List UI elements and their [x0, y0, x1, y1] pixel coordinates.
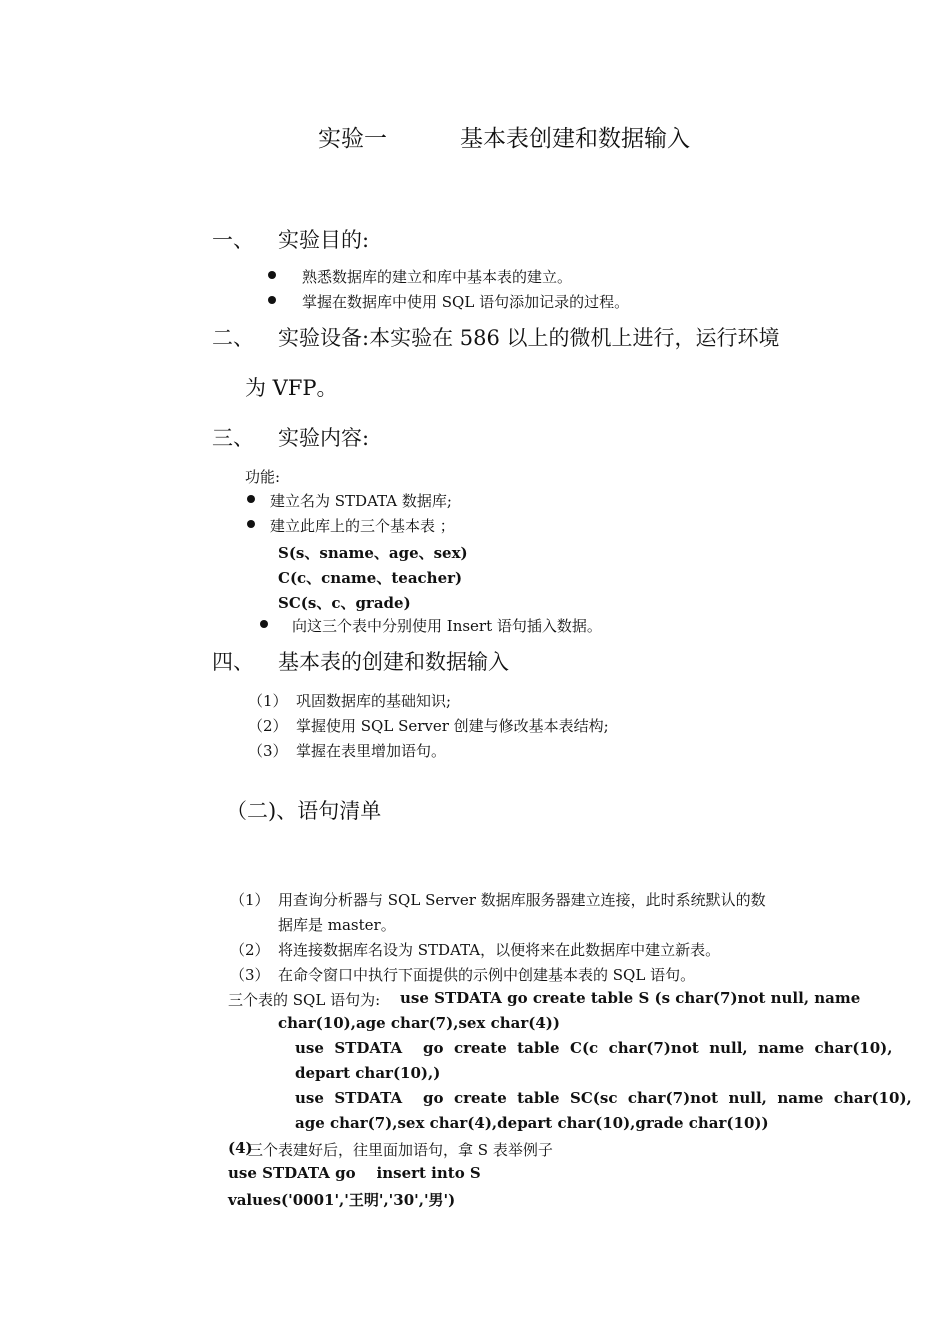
section3-bullet-3: 向这三个表中分别使用 Insert 语句插入数据。 [292, 617, 602, 635]
section1-heading: 实验目的: [278, 228, 370, 252]
step-text: 用查询分析器与 SQL Server 数据库服务器建立连接，此时系统默认的数 [278, 891, 766, 909]
section1-bullet-1: 熟悉数据库的建立和库中基本表的建立。 [302, 268, 573, 286]
sql-code-line: depart char(10),) [295, 1064, 441, 1082]
step-text-cont: 据库是 master。 [278, 916, 396, 934]
section4-item-text: 掌握在表里增加语句。 [296, 742, 447, 760]
doc-title-part1: 实验一 [318, 126, 387, 152]
section4-item-num: （1） [248, 692, 288, 710]
section3-heading: 实验内容: [278, 426, 370, 450]
step-num: （3） [230, 966, 270, 984]
section4-heading: 基本表的创建和数据输入 [278, 650, 509, 674]
table-def-sc: SC(s、c、grade) [278, 594, 411, 612]
section2-line1: 实验设备:本实验在 586 以上的微机上进行，运行环境 [278, 326, 780, 350]
sql-code-line: char(10),age char(7),sex char(4)) [278, 1014, 560, 1032]
sql-code-line: age char(7),sex char(4),depart char(10),grade char(10)) [295, 1114, 769, 1132]
table-def-c: C(c、cname、teacher) [278, 569, 463, 587]
sql-code-line: use STDATA go create table C(c char(7)not null, name char(10), [295, 1039, 893, 1057]
bullet-icon [268, 296, 276, 304]
step-num: （2） [230, 941, 270, 959]
section3-bullet-2: 建立此库上的三个基本表 ； [270, 517, 455, 535]
step-text: 将连接数据库名设为 STDATA，以便将来在此数据库中建立新表。 [278, 941, 721, 959]
section2-number: 二、 [212, 326, 254, 350]
section3-number: 三、 [212, 426, 254, 450]
section4-number: 四、 [212, 650, 254, 674]
step4-text: 三个表建好后，往里面加语句，拿 S 表举例子 [248, 1141, 553, 1159]
sql-code-line: use STDATA go create table SC(sc char(7)not null, name char(10), [295, 1089, 912, 1107]
section4-item-text: 巩固数据库的基础知识; [296, 692, 452, 710]
bullet-icon [247, 495, 255, 503]
bullet-icon [260, 620, 268, 628]
sql-intro-prefix: 三个表的 SQL 语句为: [228, 991, 381, 1009]
section4-item-num: （2） [248, 717, 288, 735]
section1-bullet-2: 掌握在数据库中使用 SQL 语句添加记录的过程。 [302, 293, 630, 311]
section1-number: 一、 [212, 228, 254, 252]
bullet-icon [247, 520, 255, 528]
subsection-heading: （二)、语句清单 [226, 799, 382, 823]
step-text: 在命令窗口中执行下面提供的示例中创建基本表的 SQL 语句。 [278, 966, 696, 984]
section4-item-text: 掌握使用 SQL Server 创建与修改基本表结构; [296, 717, 609, 735]
bullet-icon [268, 271, 276, 279]
doc-title-part2: 基本表创建和数据输入 [460, 126, 690, 152]
insert-line: use STDATA go insert into S [228, 1164, 481, 1182]
section2-line2: 为 VFP。 [245, 376, 338, 400]
section4-item-num: （3） [248, 742, 288, 760]
step4-label: (4) [228, 1139, 253, 1157]
step-num: （1） [230, 891, 270, 909]
section3-bullet-1: 建立名为 STDATA 数据库; [270, 492, 452, 510]
insert-line: values('0001','王明','30','男') [228, 1191, 456, 1209]
sql-intro-code: use STDATA go create table S (s char(7)not null, name [400, 989, 861, 1007]
table-def-s: S(s、sname、age、sex) [278, 544, 468, 562]
section3-intro: 功能: [245, 468, 281, 486]
